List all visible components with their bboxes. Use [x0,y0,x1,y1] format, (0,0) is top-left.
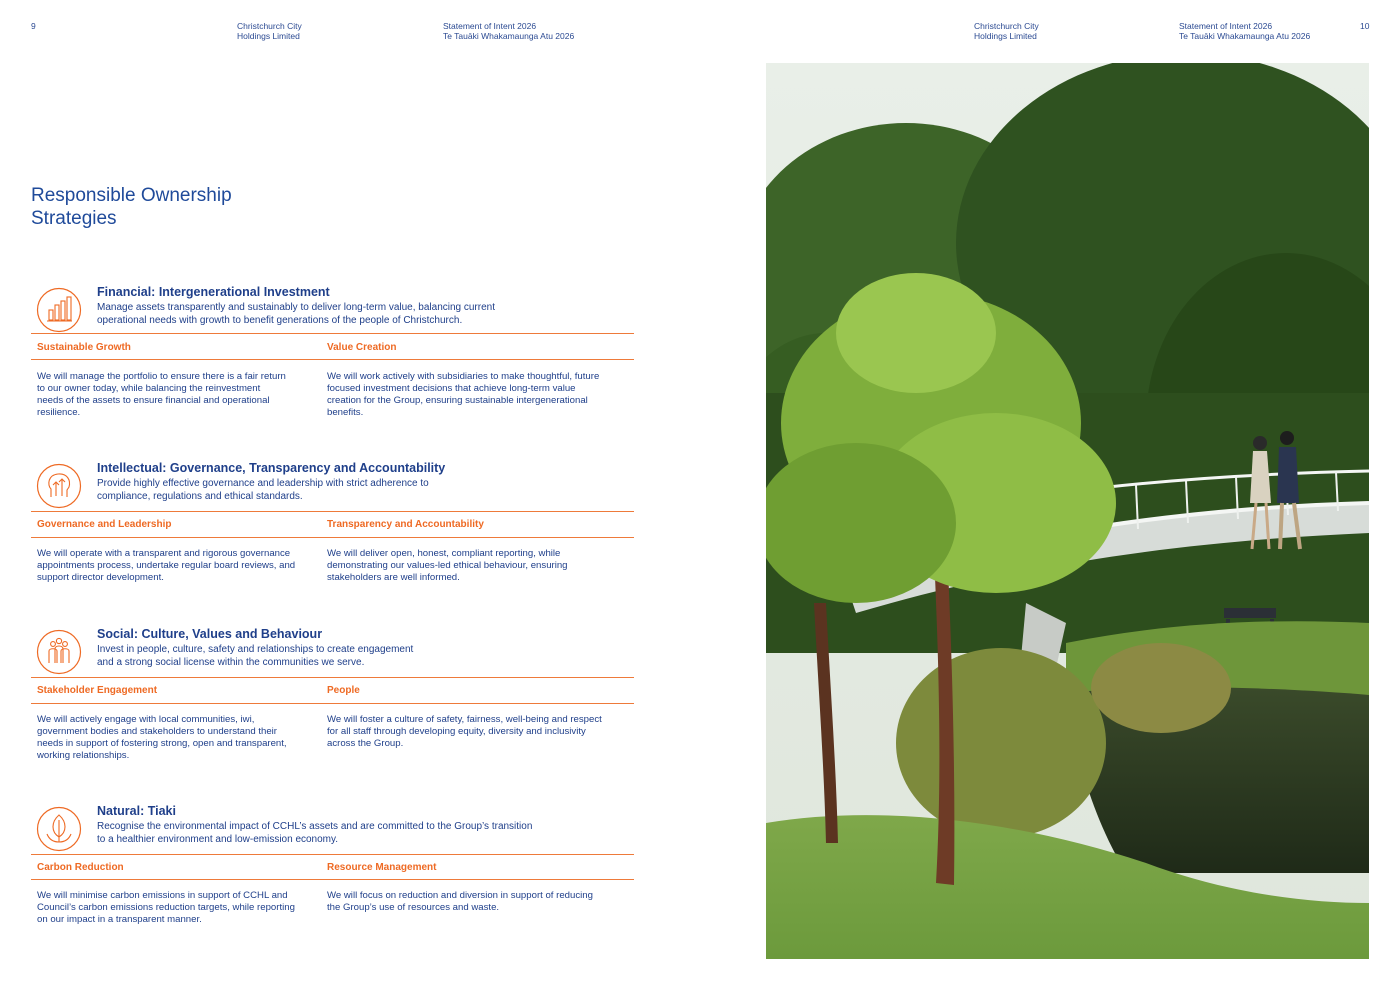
people-group-icon [36,629,82,675]
page-title-line1: Responsible Ownership [31,185,232,206]
left-doc-line2: Te Tauāki Whakamaunga Atu 2026 [443,31,575,41]
section-heading: Social: Culture, Values and Behaviour [97,627,323,641]
section-natural [31,804,634,934]
right-body: We will work actively with subsidiaries to make thoughtful, future focused investment decisions that achieve long-term value creation for the Group, ensuring sustainable intergenerational benefits. [327,371,600,418]
left-org-line1: Christchurch City [237,21,302,31]
right-body: We will foster a culture of safety, fairness, well-being and respect for all staff through developing equity, diversity and inclusivity across the Group. [327,714,602,749]
left-org-name [237,21,302,41]
section-description-line1: Manage assets transparently and sustainably to deliver long-term value, balancing current [97,302,495,313]
section-top-rule [31,677,634,678]
left-doc-line1: Statement of Intent 2026 [443,21,537,31]
right-org-name [974,21,1039,41]
left-subheading: Carbon Reduction [37,862,124,873]
right-page-number: 10 [1360,21,1370,31]
left-subheading: Stakeholder Engagement [37,685,158,696]
section-description-line2: compliance, regulations and ethical standards. [97,490,303,502]
right-subheading: People [327,685,360,696]
section-description-line1: Provide highly effective governance and leadership with strict adherence to [97,478,429,489]
right-doc-line2: Te Tauāki Whakamaunga Atu 2026 [1179,31,1311,41]
section-mid-rule [31,879,634,880]
right-org-line1: Christchurch City [974,21,1039,31]
section-heading: Natural: Tiaki [97,804,176,818]
right-doc-line1: Statement of Intent 2026 [1179,21,1273,31]
right-body: We will deliver open, honest, compliant reporting, while demonstrating our values-led ethical behaviour, ensuring stakeholders are well informed. [327,548,568,583]
section-description-line1: Invest in people, culture, safety and relationships to create engagement [97,644,414,655]
park-bridge-photo [766,63,1369,959]
left-org-line2: Holdings Limited [237,31,300,41]
right-body: We will focus on reduction and diversion in support of reducing the Group’s use of resources and waste. [327,890,593,913]
section-description [97,821,617,846]
left-body: We will manage the portfolio to ensure there is a fair return to our owner today, while balancing the reinvestment needs of the assets to ensure financial and operational resilience. [37,371,286,418]
section-heading: Intellectual: Governance, Transparency and Accountability [97,461,446,475]
section-description-line1: Recognise the environmental impact of CCHL’s assets and are committed to the Group’s transition [97,821,533,832]
right-subheading: Value Creation [327,342,397,353]
section-heading: Financial: Intergenerational Investment [97,285,330,299]
section-description [97,478,617,503]
right-doc-title [1179,21,1310,41]
section-description-line2: operational needs with growth to benefit generations of the people of Christchurch. [97,314,463,326]
section-top-rule [31,511,634,512]
section-description [97,644,617,669]
section-mid-rule [31,537,634,538]
section-mid-rule [31,703,634,704]
left-body: We will operate with a transparent and rigorous governance appointments process, undertake regular board reviews, and support director development. [37,548,296,583]
leaf-hand-icon [36,806,82,852]
section-social [31,627,634,767]
head-growth-icon [36,463,82,509]
page-title-line2: Strategies [31,208,117,229]
page-title [31,184,331,230]
right-subheading: Transparency and Accountability [327,519,484,530]
left-page-number: 9 [31,21,36,31]
section-financial [31,285,634,425]
left-body: We will minimise carbon emissions in support of CCHL and Council’s carbon emissions reduction targets, while reporting on our impact in a transparent manner. [37,890,295,925]
bar-chart-icon [36,287,82,333]
section-top-rule [31,854,634,855]
section-description-line2: and a strong social license within the communities we serve. [97,656,365,668]
park-bridge-illustration [766,63,1369,959]
left-body: We will actively engage with local communities, iwi, government bodies and stakeholders to understand their needs in support of fostering strong, open and transparent, working relationships. [37,714,287,761]
left-subheading: Sustainable Growth [37,342,131,353]
left-subheading: Governance and Leadership [37,519,172,530]
section-description-line2: to a healthier environment and low-emission economy. [97,833,339,845]
left-doc-title [443,21,574,41]
section-intellectual [31,461,634,591]
section-top-rule [31,333,634,334]
right-org-line2: Holdings Limited [974,31,1037,41]
section-description [97,302,617,327]
section-mid-rule [31,359,634,360]
right-subheading: Resource Management [327,862,437,873]
